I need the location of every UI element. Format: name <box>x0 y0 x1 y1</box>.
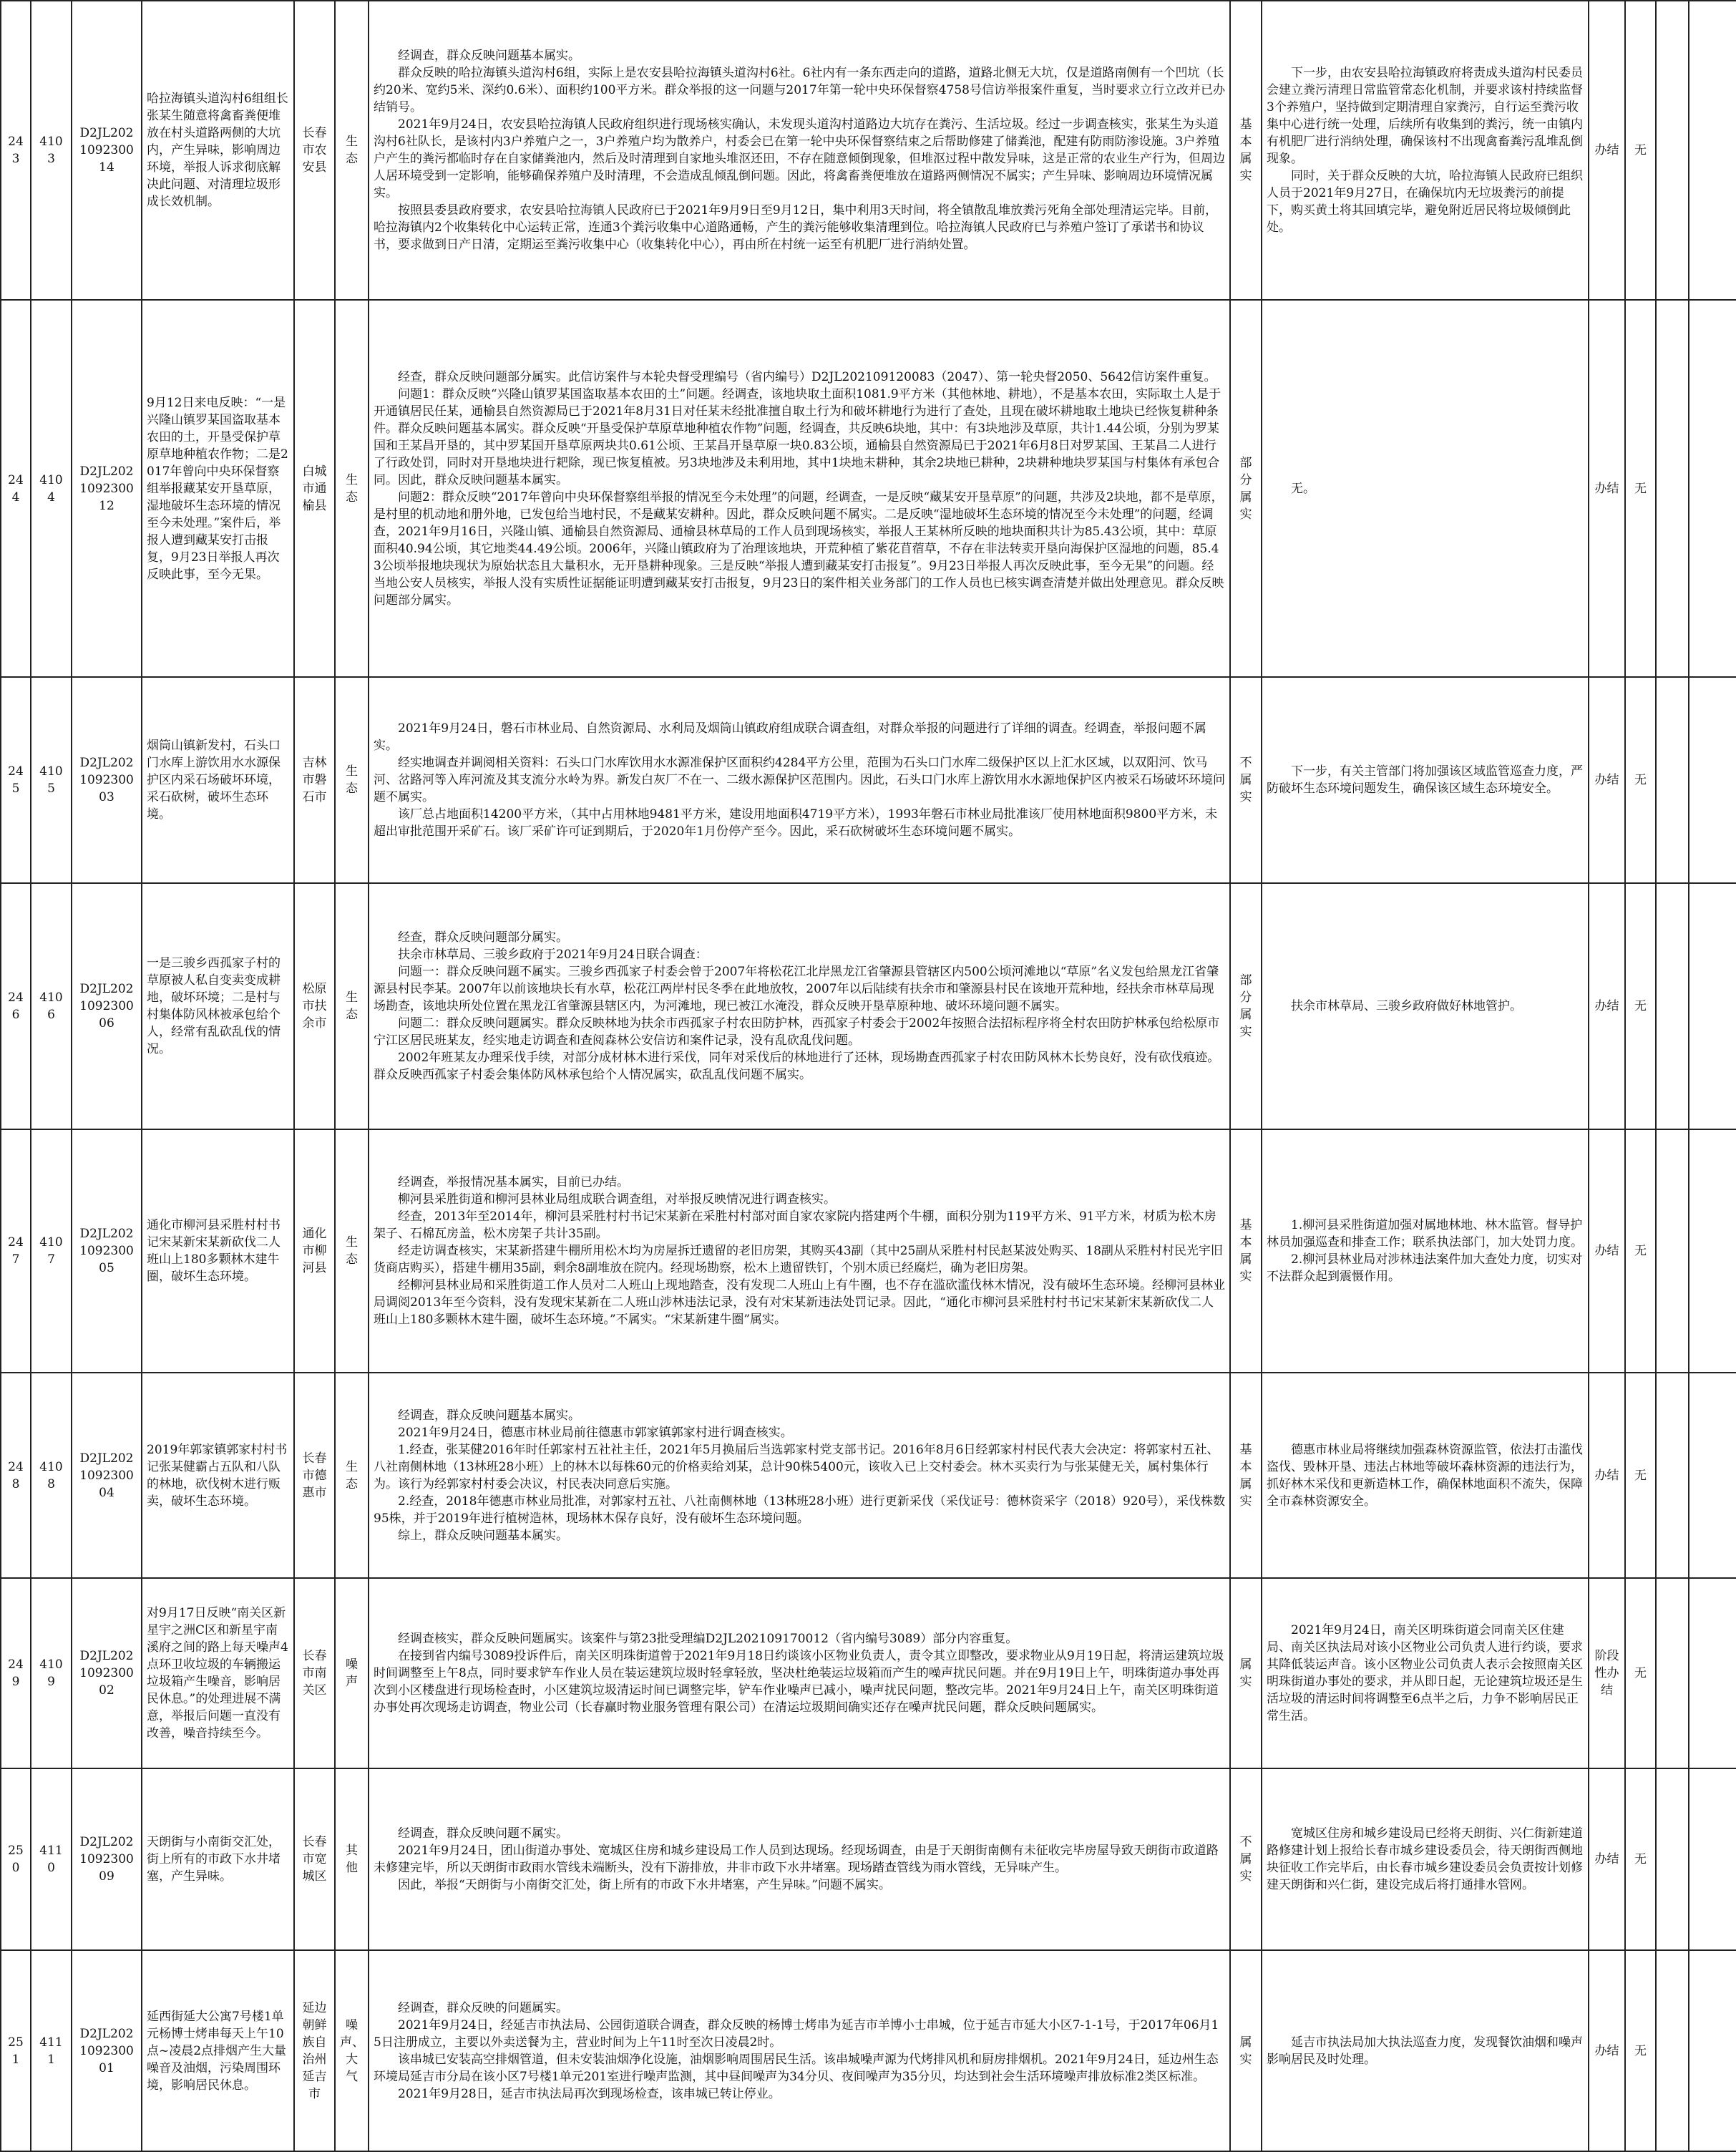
verdict-cell: 部分属实 <box>1230 883 1262 1129</box>
complaint-cell: 延西街延大公寓7号楼1单元杨博士烤串每天上午10点~凌晨2点排烟产生大量噪音及油烟，污染周围环境，影响居民休息。 <box>142 1950 294 2151</box>
blank-cell <box>1656 1129 1689 1373</box>
status-cell: 办结 <box>1589 677 1625 883</box>
table-row <box>1 1129 1736 1373</box>
step-paragraph: 下一步，由农安县哈拉海镇政府将责成头道沟村民委员会建立粪污清理日常监管常态化机制，并要求该村持续监督3个养殖户，坚持做到定期清理自家粪污，自行运至粪污收集中心进行统一处理，后续所有收集到的粪污，统一由镇内有机肥厂进行消纳处理，确保该村不出现禽畜粪污乱堆乱倒现象。 <box>1267 66 1583 166</box>
complaint-cell: 对9月17日反映“南关区新星宇之洲C区和新星宇南溪府之间的路上每天噪声4点环卫收垃圾的车辆搬运垃圾箱产生噪音，影响居民休息。”的处理进展不满意，举报后问题一直没有改善，噪音持续至今。 <box>142 1578 294 1768</box>
accountability-cell: 无 <box>1625 1578 1656 1768</box>
complaint-cell: 一是三骏乡西孤家子村的草原被人私自变卖变成耕地，破坏环境；二是村与村集体防风林被承包给个人，经常有乱砍乱伐的情况。 <box>142 883 294 1129</box>
detail-paragraph: 经调查，群众反映问题不属实。 <box>398 1826 568 1841</box>
verdict-cell: 基本属实 <box>1230 1373 1262 1578</box>
blank-cell <box>1689 1578 1736 1768</box>
complaint-cell: 9月12日来电反映：“一是兴隆山镇罗某国盗取基本农田的土，开垦受保护草原草地种植农作物；二是2017年曾向中央环保督察组举报藏某安开垦草原，湿地破坏生态环境的情况至今未处理。”案件后，举报人遭到藏某安打击报复，9月23日举报人再次反映此事，至今无果。 <box>142 300 294 677</box>
blank-cell <box>1689 1950 1736 2151</box>
detail-paragraph: 综上，群众反映问题基本属实。 <box>398 1528 568 1543</box>
blank-cell <box>1656 1950 1689 2151</box>
blank-cell <box>1656 1 1689 300</box>
blank-cell <box>1689 1129 1736 1373</box>
seq-cell: 248 <box>1 1373 31 1578</box>
steps-cell <box>1262 300 1589 677</box>
complaint-cell: 通化市柳河县采胜村村书记宋某新宋某新砍伐二人班山上180多颗林木建牛圈，破坏生态环境。 <box>142 1129 294 1373</box>
complaint-cell: 烟筒山镇新发村，石头口门水库上游饮用水水源保护区内采石场破坏环境，采石砍树，破坏生态环境。 <box>142 677 294 883</box>
steps-cell <box>1262 883 1589 1129</box>
detail-paragraph: 问题二：群众反映问题属实。群众反映林地为扶余市西孤家子村农田防护林，西孤家子村委会于2002年按照合法招标程序将全村农田防护林承包给松原市宁江区居民班某友，经实地走访调查和查阅森林公安信访和案件记录，没有乱砍乱伐问题。 <box>374 1016 1220 1048</box>
detail-paragraph: 扶余市林草局、三骏乡政府于2021年9月24日联合调查： <box>398 948 708 962</box>
verdict-cell: 不属实 <box>1230 677 1262 883</box>
detail-paragraph: 经查，群众反映问题部分属实。此信访案件与本轮央督受理编号（省内编号）D2JL202109120083（2047）、第一轮央督2050、5642信访案件重复。 <box>398 369 1216 384</box>
type-cell: 噪声 <box>335 1578 369 1768</box>
region-cell: 松原市扶余市 <box>294 883 335 1129</box>
verdict-cell: 属实 <box>1230 1578 1262 1768</box>
case-code-cell: D2JL202109230009 <box>72 1768 142 1950</box>
step-paragraph: 宽城区住房和城乡建设局已经将天朗街、兴仁街新建道路修建计划上报给长春市城乡建设委员会，待天朗街西侧地块征收工作完毕后，由长春市城乡建设委员会负责按计划修建天朗街和兴仁街，建设完成后将打通排水管网。 <box>1267 1826 1583 1892</box>
detail-cell <box>369 1768 1230 1950</box>
status-cell: 阶段性办结 <box>1589 1578 1625 1768</box>
status-cell: 办结 <box>1589 1373 1625 1578</box>
status-cell: 办结 <box>1589 1129 1625 1373</box>
status-cell: 办结 <box>1589 1950 1625 2151</box>
number-cell: 4103 <box>31 1 72 300</box>
detail-paragraph: 问题2：群众反映“2017年曾向中央环保督察组举报的情况至今未处理”的问题，经调查，一是反映“藏某安开垦草原”的问题，共涉及2块地，都不是草原，是村里的机动地和册外地，已发包给当地村民，不是藏某安耕种。因此，群众反映问题不属实。二是反映“湿地破坏生态环境的情况至今未处理”的问题，经调查，2021年9月16日，兴隆山镇、通榆县自然资源局、通榆县林草局的工作人员到现场核实，举报人王某林所反映的地块面积共计为85.43公顷，其中：草原面积40.94公顷，其它地类44.49公顷。2006年，兴隆山镇政府为了治理该地块，开荒种植了紫花苜蓿草，不存在非法转卖开垦向海保护区湿地的问题，85.43公顷举报地块现状为原始状态且大量积水，无开垦耕种现象。三是反映“举报人遭到藏某安打击报复”。9月23日举报人再次反映此事，至今无果”的问题。经当地公安人员核实，举报人没有实质性证据能证明遭到藏某安打击报复，9月23日的案件相关业务部门的工作人员也已核实调查清楚并做出处理意见。群众反映问题部分属实。 <box>374 490 1224 608</box>
type-cell: 生态 <box>335 300 369 677</box>
detail-paragraph: 2021年9月28日，延吉市执法局再次到现场检查，该串城已转让停业。 <box>398 2086 781 2101</box>
detail-paragraph: 经调查，群众反映问题基本属实。 <box>398 49 580 63</box>
case-code-cell: D2JL202109230002 <box>72 1578 142 1768</box>
region-cell: 吉林市磐石市 <box>294 677 335 883</box>
region-cell: 通化市柳河县 <box>294 1129 335 1373</box>
steps-cell <box>1262 1768 1589 1950</box>
number-cell: 4106 <box>31 883 72 1129</box>
status-cell: 办结 <box>1589 883 1625 1129</box>
step-paragraph: 2021年9月24日，南关区明珠街道会同南关区住建局、南关区执法局对该小区物业公司负责人进行约谈，要求其降低装运声音。该小区物业公司负责人表示会按照南关区明珠街道办事处的要求，并从即日起，无论建筑垃圾还是生活垃圾的清运时间将调整至6点半之后，力争不影响居民正常生活。 <box>1267 1623 1583 1723</box>
detail-paragraph: 问题一：群众反映问题不属实。三骏乡西孤家子村委会曾于2007年将松花江北岸黑龙江省肇源县管辖区内500公顷河滩地以“草原”名义发包给黑龙江省肇源县村民李某。2007年以前该地块长有水草，松花江两岸村民冬季在此地放牧，2007年以后陆续有扶余市和肇源县村民在该地开荒种地，经扶余市林草局现场勘查，该地块所处位置在黑龙江省肇源县辖区内，为河滩地，现已被江水淹没，群众反映开垦草原种地、破坏环境问题不属实。 <box>374 965 1219 1013</box>
blank-cell <box>1656 1768 1689 1950</box>
number-cell: 4104 <box>31 300 72 677</box>
case-code-cell: D2JL202109230003 <box>72 677 142 883</box>
accountability-cell: 无 <box>1625 883 1656 1129</box>
type-cell: 生态 <box>335 1373 369 1578</box>
verdict-cell: 基本属实 <box>1230 1 1262 300</box>
step-paragraph: 下一步，有关主管部门将加强该区域监管巡查力度，严防破坏生态环境问题发生，确保该区域生态环境安全。 <box>1267 764 1583 796</box>
detail-paragraph: 经走访调查核实，宋某新搭建牛棚所用松木均为房屋拆迁遗留的老旧房架，其购买43副（其中25副从采胜村村民赵某波处购买、18副从采胜村村民光宇旧货商店购买），搭建牛棚用35副，剩余8副堆放在院内。经现场勘察，松木上遗留铁钉，个别木质已经腐烂，确为老旧房架。 <box>374 1244 1223 1275</box>
detail-cell <box>369 1129 1230 1373</box>
step-paragraph: 德惠市林业局将继续加强森林资源监管，依法打击滥伐盗伐、毁林开垦、违法占林地等破坏森林资源的违法行为，抓好林木采伐和更新造林工作，确保林地面积不流失，保障全市森林资源安全。 <box>1267 1442 1583 1509</box>
detail-paragraph: 2021年9月24日，德惠市林业局前往德惠市郭家镇郭家村进行调查核实。 <box>398 1425 793 1440</box>
region-cell: 延边朝鲜族自治州延吉市 <box>294 1950 335 2151</box>
accountability-cell: 无 <box>1625 1950 1656 2151</box>
step-paragraph: 扶余市林草局、三骏乡政府做好林地管护。 <box>1291 999 1522 1013</box>
blank-cell <box>1689 883 1736 1129</box>
detail-cell <box>369 300 1230 677</box>
detail-paragraph: 2.经查，2018年德惠市林业局批准，对郭家村五社、八社南侧林地（13林班28小班）进行更新采伐（采伐证号：德林资采字（2018）920号），采伐株数95株，并于2019年进行植树造林，现场林木保存良好，没有破坏生态环境问题。 <box>374 1494 1225 1526</box>
type-cell: 生态 <box>335 1129 369 1373</box>
case-code-cell: D2JL202109230005 <box>72 1129 142 1373</box>
steps-cell <box>1262 677 1589 883</box>
blank-cell <box>1689 1768 1736 1950</box>
steps-cell <box>1262 1373 1589 1578</box>
status-cell: 办结 <box>1589 300 1625 677</box>
table-row <box>1 883 1736 1129</box>
detail-paragraph: 柳河县采胜街道和柳河县林业局组成联合调查组，对举报反映情况进行调查核实。 <box>398 1192 836 1207</box>
case-code-cell: D2JL202109230001 <box>72 1950 142 2151</box>
detail-paragraph: 该厂总占地面积14200平方米，（其中占用林地9481平方米，建设用地面积4719平方米），1993年磐石市林业局批准该厂使用林地面积9800平方米，未超出审批范围开采矿石。该厂采矿许可证到期后，于2020年1月份停产至今。因此，采石砍树破坏生态环境问题不属实。 <box>374 807 1218 839</box>
step-paragraph: 延吉市执法局加大执法巡查力度，发现餐饮油烟和噪声影响居民及时处理。 <box>1267 2035 1583 2067</box>
number-cell: 4111 <box>31 1950 72 2151</box>
seq-cell: 251 <box>1 1950 31 2151</box>
detail-paragraph: 按照县委县政府要求，农安县哈拉海镇人民政府已于2021年9月9日至9月12日，集中利用3天时间，将全镇散乱堆放粪污死角全部处理清运完毕。目前，哈拉海镇内2个收集转化中心运转正常，连通3个粪污收集中心道路通畅，产生的粪污能够收集清理到位。哈拉海镇人民政府已与养殖户签订了承诺书和协议书，要求做到日产日清，定期运至粪污收集中心（收集转化中心），再由所在村统一运至有机肥厂进行消纳处置。 <box>374 203 1218 252</box>
case-code-cell: D2JL202109230006 <box>72 883 142 1129</box>
detail-cell <box>369 1950 1230 2151</box>
detail-paragraph: 在接到省内编号3089投诉件后，南关区明珠街道曾于2021年9月18日约谈该小区物业负责人，责令其立即整改，要求物业从9月19日起，将清运建筑垃圾时间调整至上午8点，同时要求铲车作业人员在装运建筑垃圾时轻拿轻放，坚决杜绝装运垃圾箱而产生的噪声扰民问题。并在9月19日上午，明珠街道办事处再次到小区楼盘进行现场检查时，小区建筑垃圾清运时间已调整完毕，铲车作业噪声已减小，噪声扰民问题，整改完毕。2021年9月24日上午，南关区明珠街道办事处再次现场走访调查，物业公司（长春赢时物业服务管理有限公司）在清运垃圾期间确实还存在噪声扰民问题，群众反映问题属实。 <box>374 1649 1224 1715</box>
step-paragraph: 同时，关于群众反映的大坑，哈拉海镇人民政府已组织人员于2021年9月27日，在确保坑内无垃圾粪污的前提下，购买黄土将其回填完毕，避免附近居民将垃圾倾倒此处。 <box>1267 169 1583 235</box>
blank-cell <box>1656 300 1689 677</box>
steps-cell <box>1262 1129 1589 1373</box>
detail-paragraph: 2002年班某友办理采伐手续，对部分成材林木进行采伐，同年对采伐后的林地进行了还林，现场勘查西孤家子村农田防风林木长势良好，没有砍伐痕迹。群众反映西孤家子村委会集体防风林承包给个人情况属实，砍乱乱伐问题不属实。 <box>374 1051 1220 1082</box>
region-cell: 长春市宽城区 <box>294 1768 335 1950</box>
case-code-cell: D2JL202109230004 <box>72 1373 142 1578</box>
complaint-cell: 天朗街与小南街交汇处，街上所有的市政下水井堵塞，产生异味。 <box>142 1768 294 1950</box>
seq-cell: 250 <box>1 1768 31 1950</box>
blank-cell <box>1656 883 1689 1129</box>
detail-paragraph: 经实地调查并调阅相关资料：石头口门水库饮用水水源准保护区面积约4284平方公里，范围为石头口门水库二级保护区以上汇水区域，以双阳河、饮马河、岔路河等入库河流及其支流分水岭为界。新发白灰厂不在一、二级水源保护区范围内。因此，石头口门水库上游饮用水水源地保护区内被采石场破坏环境问题不属实。 <box>374 756 1225 804</box>
seq-cell: 245 <box>1 677 31 883</box>
detail-paragraph: 经调查，群众反映的问题属实。 <box>398 2000 568 2015</box>
table-row <box>1 1 1736 300</box>
number-cell: 4107 <box>31 1129 72 1373</box>
table-row <box>1 1950 1736 2151</box>
complaint-cell: 哈拉海镇头道沟村6组组长张某生随意将禽畜粪便堆放在村头道路两侧的大坑内，产生异味，影响周边环境，举报人诉求彻底解决此问题、对清理垃圾形成长效机制。 <box>142 1 294 300</box>
blank-cell <box>1689 1 1736 300</box>
detail-cell <box>369 1578 1230 1768</box>
detail-paragraph: 2021年9月24日，团山街道办事处、宽城区住房和城乡建设局工作人员到达现场。经现场调查，由是于天朗街南侧有未征收完毕房屋导致天朗街市政道路未修建完毕，所以天朗街市政雨水管线未端断头，没有下游排放，井非市政下水井堵塞。现场踏查管线为雨水管线，无异味产生。 <box>374 1844 1219 1875</box>
blank-cell <box>1656 1578 1689 1768</box>
detail-paragraph: 该串城已安装高空排烟管道，但未安装油烟净化设施，油烟影响周围居民生活。该串城噪声源为代烤排风机和厨房排烟机。2021年9月24日，延边州生态环境局延吉市分局在该小区7号楼1单元201室进行噪声监测，其中昼间噪声为34分贝、夜间噪声为35分贝，均达到社会生活环境噪声排放标准2类区标准。 <box>374 2052 1219 2084</box>
steps-cell <box>1262 1 1589 300</box>
case-code-cell: D2JL202109230012 <box>72 300 142 677</box>
detail-paragraph: 经调查，举报情况基本属实，目前已办结。 <box>398 1175 629 1189</box>
seq-cell: 244 <box>1 300 31 677</box>
case-code-cell: D2JL202109230014 <box>72 1 142 300</box>
detail-paragraph: 经柳河县林业局和采胜街道工作人员对二人班山上现地踏查，没有发现二人班山上有牛圈，也不存在滥砍滥伐林木情况，没有破坏生态环境。经柳河县林业局调阅2013年至今资料，没有发现宋某新在二人班山涉林违法记录，没有对宋某新违法处罚记录。因此，“通化市柳河县采胜村村书记宋某新宋某新砍伐二人班山上180多颗林木建牛圈，破坏生态环境。”不属实。“宋某新建牛圈”属实。 <box>374 1278 1225 1327</box>
type-cell: 生态 <box>335 1 369 300</box>
number-cell: 4105 <box>31 677 72 883</box>
blank-cell <box>1689 300 1736 677</box>
region-cell: 长春市德惠市 <box>294 1373 335 1578</box>
verdict-cell: 部分属实 <box>1230 300 1262 677</box>
detail-paragraph: 问题1：群众反映“兴隆山镇罗某国盗取基本农田的土”问题。经调查，该地块取土面积1081.9平方米（其他林地、耕地），不是基本农田，实际取土人是于开通镇居民任某，通榆县自然资源局已于2021年8月31日对任某未经批准擅自取土行为和破坏耕地行为进行了查处，且现在破坏耕地取土地块已经恢复耕种条件。群众反映问题基本属实。群众反映“开垦受保护草原草地种植农作物”问题，经调查，共反映6块地，其中：有3块地涉及草原，共计1.44公顷，分别为罗某国和王某昌开垦的，其中罗某国开垦草原两块共0.61公顷、王某昌开垦草原一块0.83公顷，通榆县自然资源局已于2021年6月8日对罗某国、王某昌二人进行了行政处罚，同时对开垦地块进行耙除，现已恢复植被。另3块地涉及未利用地，其中1块地未耕种，其余2块地已耕种，2块耕种地块罗某国与村集体有承包合同。因此，群众反映问题基本属实。 <box>374 386 1221 487</box>
seq-cell: 246 <box>1 883 31 1129</box>
detail-paragraph: 因此，举报“天朗街与小南街交汇处，街上所有的市政下水井堵塞，产生异味。”问题不属实。 <box>398 1878 891 1892</box>
seq-cell: 243 <box>1 1 31 300</box>
region-cell: 长春市南关区 <box>294 1578 335 1768</box>
blank-cell <box>1656 677 1689 883</box>
blank-cell <box>1689 1373 1736 1578</box>
seq-cell: 247 <box>1 1129 31 1373</box>
complaint-cell: 2019年郭家镇郭家村村书记张某健霸占五队和八队的林地，砍伐树木进行贩卖，破坏生态环境。 <box>142 1373 294 1578</box>
type-cell: 其他 <box>335 1768 369 1950</box>
seq-cell: 249 <box>1 1578 31 1768</box>
table-row <box>1 1768 1736 1950</box>
verdict-cell: 基本属实 <box>1230 1129 1262 1373</box>
steps-cell <box>1262 1950 1589 2151</box>
table-row <box>1 1373 1736 1578</box>
number-cell: 4108 <box>31 1373 72 1578</box>
type-cell: 生态 <box>335 883 369 1129</box>
steps-cell <box>1262 1578 1589 1768</box>
detail-paragraph: 1.经查，张某健2016年时任郭家村五社社主任，2021年5月换届后当选郭家村党支部书记。2016年8月6日经郭家村村民代表大会决定：将郭家村五社、八社南侧林地（13林班28小班）上的林木以每株60元的价格卖给刘某，总计90株5400元，该收入已上交村委会。林木买卖行为与张某健无关，属村集体行为。该行为经郭家村村委会决议，村民表决同意后实施。 <box>374 1442 1219 1491</box>
region-cell: 长春市农安县 <box>294 1 335 300</box>
accountability-cell: 无 <box>1625 677 1656 883</box>
status-cell: 办结 <box>1589 1 1625 300</box>
detail-cell <box>369 883 1230 1129</box>
accountability-cell: 无 <box>1625 1 1656 300</box>
detail-paragraph: 经调查，群众反映问题基本属实。 <box>398 1408 580 1423</box>
detail-paragraph: 2021年9月24日，经延吉市执法局、公园街道联合调查，群众反映的杨博士烤串为延吉市羊博小士串城，位于延吉市延大小区7-1-1号，于2017年06月15日注册成立，主要以外卖送餐为主，营业时间为上午11时至次日凌晨2时。 <box>374 2017 1219 2050</box>
table-row <box>1 677 1736 883</box>
number-cell: 4109 <box>31 1578 72 1768</box>
verdict-cell: 不属实 <box>1230 1768 1262 1950</box>
type-cell: 生态 <box>335 677 369 883</box>
step-paragraph: 1.柳河县采胜街道加强对属地林地、林木监管。督导护林员加强巡查和排查工作；联系执法部门，加大处罚力度。 <box>1267 1218 1583 1250</box>
table-row <box>1 1578 1736 1768</box>
detail-paragraph: 2021年9月24日，农安县哈拉海镇人民政府组织进行现场核实确认，未发现头道沟村道路边大坑存在粪污、生活垃圾。经过一步调查核实，张某生为头道沟村6社队长，是该村内3户养殖户之一，3户养殖户均为散养户，村委会已在第一轮中央环保督察结束之后帮助修建了储粪池，配建有防雨防渗设施。3户养殖户产生的粪污都临时存在自家储粪池内，然后及时清理到自家地头堆沤还田，不存在随意倾倒现象，但堆沤过程中散发异味，这是正常的农业生产行为，但周边人居环境受到一定影响，能够确保养殖户及时清理，不会造成乱倾乱倒问题。因此，将禽畜粪便堆放在道路两侧情况不属实；产生异味、影响周边环境情况属实。 <box>374 117 1225 200</box>
table-row <box>1 300 1736 677</box>
detail-paragraph: 经查，群众反映问题部分属实。 <box>398 930 568 945</box>
accountability-cell: 无 <box>1625 1373 1656 1578</box>
detail-cell <box>369 1373 1230 1578</box>
detail-paragraph: 群众反映的哈拉海镇头道沟村6组，实际上是农安县哈拉海镇头道沟村6社。6社内有一条东西走向的道路，道路北侧无大坑，仅是道路南侧有一个凹坑（长约20米、宽约5米、深约0.6米）、面积约100平方米。群众举报的这一问题与2017年第一轮中央环保督察4758号信访举报案件重复，当时要求立行立改并已办结销号。 <box>374 66 1225 115</box>
type-cell: 噪声、大气 <box>335 1950 369 2151</box>
detail-paragraph: 经查，2013年至2014年，柳河县采胜村村书记宋某新在采胜村村部对面自家农家院内搭建两个牛棚，面积分别为119平方米、91平方米，材质为松木房架子、石棉瓦房盖，松木房架子共计35副。 <box>374 1209 1216 1241</box>
accountability-cell: 无 <box>1625 1768 1656 1950</box>
step-paragraph: 2.柳河县林业局对涉林违法案件加大查处力度，切实对不法群众起到震慑作用。 <box>1267 1252 1583 1284</box>
number-cell: 4110 <box>31 1768 72 1950</box>
status-cell: 办结 <box>1589 1768 1625 1950</box>
detail-cell <box>369 1 1230 300</box>
step-paragraph: 无。 <box>1291 481 1315 496</box>
blank-cell <box>1689 677 1736 883</box>
blank-cell <box>1656 1373 1689 1578</box>
region-cell: 白城市通榆县 <box>294 300 335 677</box>
accountability-cell: 无 <box>1625 300 1656 677</box>
accountability-cell: 无 <box>1625 1129 1656 1373</box>
detail-paragraph: 经调查核实，群众反映问题属实。该案件与第23批受理编D2JL202109170012（省内编号3089）部分内容重复。 <box>398 1632 1018 1646</box>
detail-paragraph: 2021年9月24日，磐石市林业局、自然资源局、水利局及烟筒山镇政府组成联合调查组，对群众举报的问题进行了详细的调查。经调查，举报问题不属实。 <box>374 721 1206 753</box>
verdict-cell: 属实 <box>1230 1950 1262 2151</box>
detail-cell <box>369 677 1230 883</box>
